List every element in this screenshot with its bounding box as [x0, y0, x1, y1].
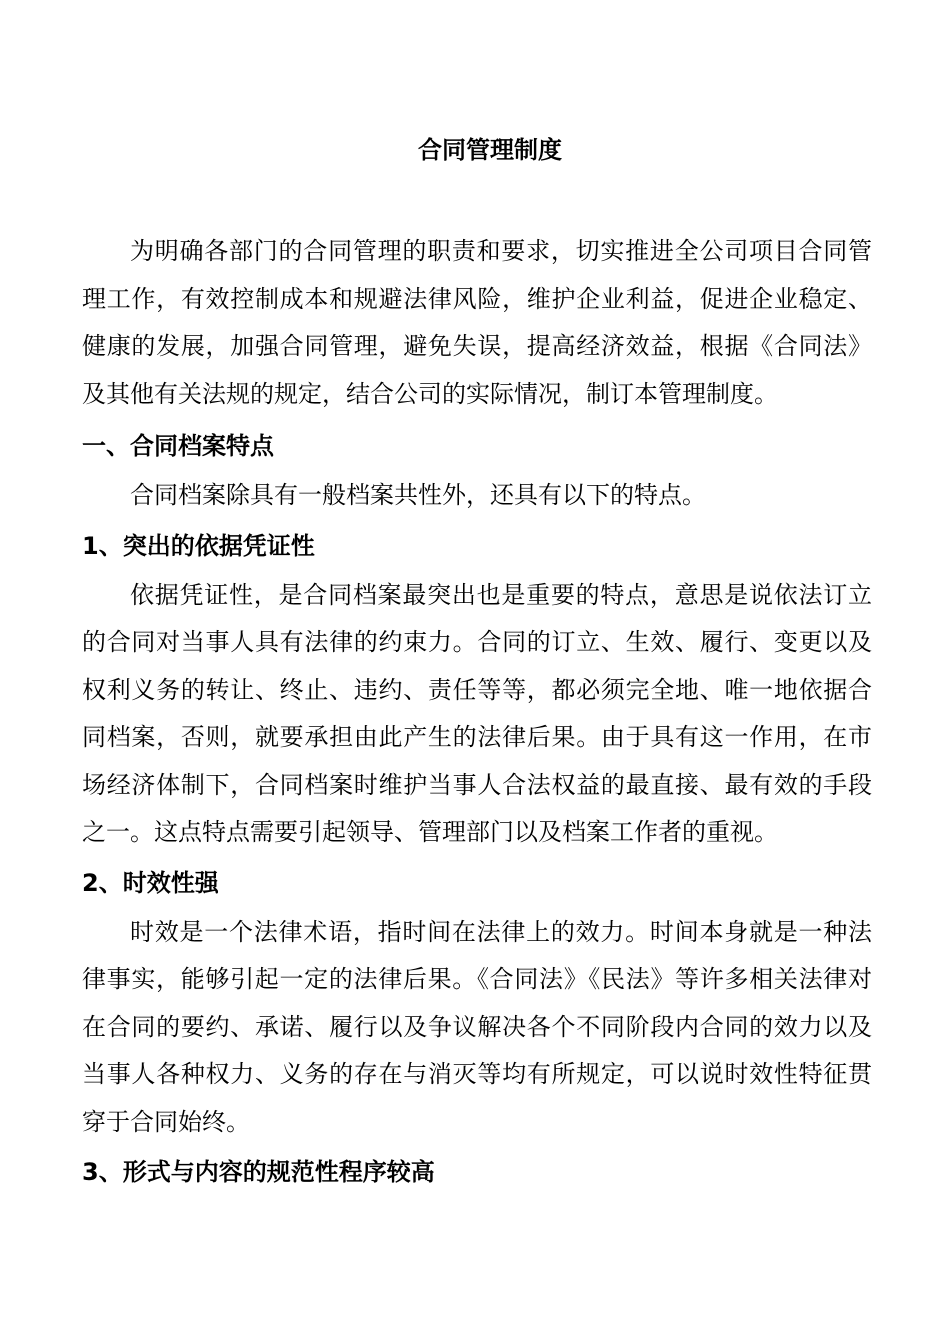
- item-heading-timeliness: 2、时效性强: [82, 868, 219, 897]
- item-heading-standardization: 3、形式与内容的规范性程序较高: [82, 1158, 435, 1186]
- intro-paragraph: 为明确各部门的合同管理的职责和要求，切实推进全公司项目合同管理工作，有效控制成本和规避法律风险，维护企业利益，促进企业稳定、健康的发展，加强合同管理，避免失误，提高经济效益，根据《合同法》及其他有关法规的规定，结合公司的实际情况，制订本管理制度。: [82, 237, 872, 408]
- section-heading-contract-archive-features: 一、合同档案特点: [82, 432, 274, 460]
- document-body: [82, 228, 872, 1198]
- section1-paragraph: 合同档案除具有一般档案共性外，还具有以下的特点。: [130, 481, 706, 509]
- item1-paragraph: 依据凭证性，是合同档案最突出也是重要的特点，意思是说依法订立的合同对当事人具有法律的约束力。合同的订立、生效、履行、变更以及权利义务的转让、终止、违约、责任等等，都必须完全地、唯一地依据合同档案，否则，就要承担由此产生的法律后果。由于具有这一作用，在市场经济体制下，合同档案时维护当事人合法权益的最直接、最有效的手段之一。这点特点需要引起领导、管理部门以及档案工作者的重视。: [82, 580, 872, 846]
- item2-paragraph: 时效是一个法律术语，指时间在法律上的效力。时间本身就是一种法律事实，能够引起一定的法律后果。《合同法》《民法》等许多相关法律对在合同的要约、承诺、履行以及争议解决各个不同阶段内合同的效力以及当事人各种权力、义务的存在与消灭等均有所规定，可以说时效性特征贯穿于合同始终。: [82, 917, 872, 1136]
- document-title: 合同管理制度: [418, 136, 562, 164]
- item-heading-evidence: 1、突出的依据凭证性: [82, 531, 315, 560]
